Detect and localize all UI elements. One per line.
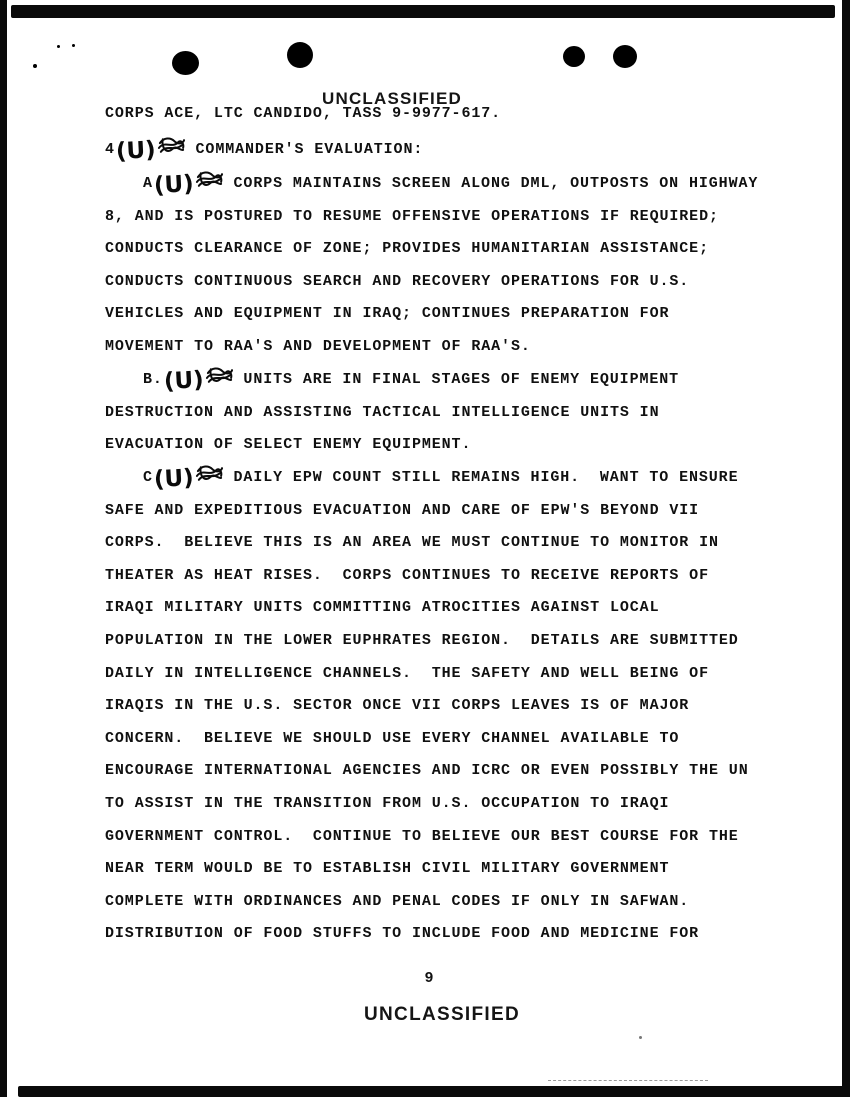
scan-border-left — [0, 0, 7, 1097]
paragraph-line: NEAR TERM WOULD BE TO ESTABLISH CIVIL MILITARY GOVERNMENT — [105, 860, 670, 878]
hole-punch-dot — [287, 42, 313, 68]
classification-banner-bottom: UNCLASSIFIED — [364, 1004, 520, 1025]
paragraph-line: SAFE AND EXPEDITIOUS EVACUATION AND CARE OF EPW'S BEYOND VII — [105, 501, 700, 519]
handwritten-declass-marking: (U) — [153, 170, 195, 200]
paragraph-first-line — [105, 462, 795, 495]
paragraph-line: THEATER AS HEAT RISES. CORPS CONTINUES TO RECEIVE REPORTS OF — [105, 566, 709, 584]
paragraph-first-line — [105, 168, 795, 201]
paragraph-label: C — [143, 469, 153, 486]
subparagraph-c — [105, 462, 795, 951]
crossed-out-classification-scribble-icon — [157, 135, 186, 157]
paragraph-line: CONDUCTS CONTINUOUS SEARCH AND RECOVERY OPERATIONS FOR U.S. — [105, 272, 690, 290]
paragraph-text: CORPS MAINTAINS SCREEN ALONG DML, OUTPOSTS ON HIGHWAY — [223, 175, 759, 192]
paragraph-line: 8, AND IS POSTURED TO RESUME OFFENSIVE OPERATIONS IF REQUIRED; — [105, 207, 719, 225]
scan-dash-artifact — [548, 1080, 708, 1081]
classification-banner-top: UNCLASSIFIED — [321, 89, 463, 108]
paragraph-line: ENCOURAGE INTERNATIONAL AGENCIES AND ICRC OR EVEN POSSIBLY THE UN — [105, 762, 749, 780]
paragraph-label: B. — [143, 371, 163, 388]
handwritten-declass-marking: (U) — [153, 464, 195, 494]
paragraph-label: 4 — [105, 141, 115, 158]
scan-border-right — [842, 0, 850, 1097]
handwritten-declass-marking: (U) — [115, 136, 157, 166]
paragraph-line: GOVERNMENT CONTROL. CONTINUE TO BELIEVE OUR BEST COURSE FOR THE — [105, 827, 739, 845]
handwritten-declass-marking: (U) — [163, 366, 205, 396]
subparagraph-b — [105, 364, 795, 462]
scan-speck — [57, 45, 60, 48]
paragraph-line: TO ASSIST IN THE TRANSITION FROM U.S. OCCUPATION TO IRAQI — [105, 794, 670, 812]
document-intro-line: CORPS ACE, LTC CANDIDO, TASS 9-9977-617. — [105, 105, 502, 122]
paragraph-line: IRAQIS IN THE U.S. SECTOR ONCE VII CORPS LEAVES IS OF MAJOR — [105, 697, 690, 715]
crossed-out-classification-scribble-icon — [195, 169, 224, 191]
paragraph-line: IRAQI MILITARY UNITS COMMITTING ATROCITIES AGAINST LOCAL — [105, 599, 660, 617]
paragraph-text: UNITS ARE IN FINAL STAGES OF ENEMY EQUIPMENT — [233, 371, 680, 388]
paragraph-line: CONCERN. BELIEVE WE SHOULD USE EVERY CHANNEL AVAILABLE TO — [105, 729, 680, 747]
paragraph-text: DAILY EPW COUNT STILL REMAINS HIGH. WANT TO ENSURE — [223, 469, 739, 486]
paragraph-line: EVACUATION OF SELECT ENEMY EQUIPMENT. — [105, 436, 472, 454]
paragraph-line: DESTRUCTION AND ASSISTING TACTICAL INTELLIGENCE UNITS IN — [105, 403, 660, 421]
paragraph-line: VEHICLES AND EQUIPMENT IN IRAQ; CONTINUES PREPARATION FOR — [105, 305, 670, 323]
crossed-out-classification-scribble-icon — [195, 463, 224, 485]
paragraph-first-line — [105, 364, 795, 397]
paragraph-line: MOVEMENT TO RAA'S AND DEVELOPMENT OF RAA'S. — [105, 337, 531, 355]
crossed-out-classification-scribble-icon — [205, 365, 234, 387]
paragraph-line: COMPLETE WITH ORDINANCES AND PENAL CODES IF ONLY IN SAFWAN. — [105, 892, 690, 910]
subparagraph-a — [105, 168, 795, 364]
scan-speck — [72, 44, 75, 47]
paragraph-line: CONDUCTS CLEARANCE OF ZONE; PROVIDES HUMANITARIAN ASSISTANCE; — [105, 240, 709, 258]
paragraph-first-line — [105, 134, 795, 167]
hole-punch-dot — [563, 46, 585, 67]
paragraph-text: COMMANDER'S EVALUATION: — [185, 141, 424, 158]
paragraph-line: DISTRIBUTION OF FOOD STUFFS TO INCLUDE FOOD AND MEDICINE FOR — [105, 925, 700, 943]
scan-speck — [33, 64, 37, 68]
section-heading-paragraph — [105, 134, 795, 167]
scan-border-bottom — [18, 1086, 844, 1097]
scan-speck — [639, 1036, 642, 1039]
paragraph-line: POPULATION IN THE LOWER EUPHRATES REGION. DETAILS ARE SUBMITTED — [105, 631, 739, 649]
scan-border-top — [11, 5, 835, 18]
paragraph-line: DAILY IN INTELLIGENCE CHANNELS. THE SAFETY AND WELL BEING OF — [105, 664, 709, 682]
paragraph-label: A — [143, 175, 153, 192]
hole-punch-dot — [172, 51, 199, 75]
page-number: 9 — [424, 970, 434, 987]
hole-punch-dot — [613, 45, 637, 68]
paragraph-line: CORPS. BELIEVE THIS IS AN AREA WE MUST CONTINUE TO MONITOR IN — [105, 534, 719, 552]
